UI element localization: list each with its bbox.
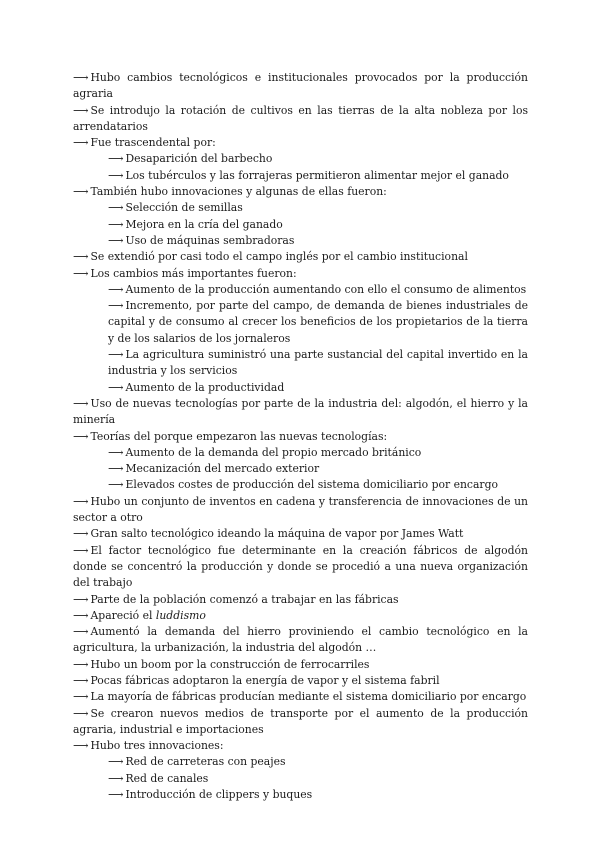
arrow-icon: ⟶ [108,380,124,394]
arrow-icon: ⟶ [73,592,89,606]
arrow-icon: ⟶ [73,673,89,687]
arrow-icon: ⟶ [108,755,124,769]
bullet-text: La mayoría de fábricas producían mediante el sistema domiciliario por encargo [90,690,527,704]
bullet-text: Aumento de la productividad [125,380,285,394]
arrow-icon: ⟶ [73,706,89,720]
sub-bullet-item [73,200,528,216]
sub-bullet-item [73,380,528,396]
bullet-text: Mejora en la cría del ganado [125,217,283,231]
sub-bullet-item [73,282,528,298]
document-page [73,70,528,803]
arrow-icon: ⟶ [73,103,89,117]
arrow-icon: ⟶ [108,152,124,166]
bullet-text: Elevados costes de producción del sistema domiciliario por encargo [125,478,498,492]
sub-bullet-item [73,461,528,477]
bullet-item [73,526,528,542]
bullet-item [73,657,528,673]
sub-bullet-item [73,787,528,803]
bullet-item [73,592,528,608]
bullet-text: Teorías del porque empezaron las nuevas tecnologías: [90,429,388,443]
arrow-icon: ⟶ [108,201,124,215]
bullet-item [73,135,528,151]
arrow-icon: ⟶ [73,71,89,84]
sub-bullet-item [73,771,528,787]
bullet-item [73,673,528,689]
bullet-item [73,249,528,265]
bullet-text: Hubo cambios tecnológicos e institucionales provocados por la producción agraria [73,71,528,101]
bullet-item [73,266,528,282]
arrow-icon: ⟶ [73,657,89,671]
bullet-text: Introducción de clippers y buques [125,788,313,802]
sub-bullet-item [73,298,528,347]
bullet-text: Selección de semillas [125,201,243,215]
arrow-icon: ⟶ [108,168,124,182]
arrow-icon: ⟶ [73,690,89,704]
arrow-icon: ⟶ [108,348,124,362]
bullet-text: Hubo tres innovaciones: [90,739,224,753]
bullet-text: Los cambios más importantes fueron: [90,266,297,280]
arrow-icon: ⟶ [108,299,124,313]
arrow-icon: ⟶ [73,429,89,443]
bullet-item [73,396,528,429]
arrow-icon: ⟶ [73,608,89,622]
bullet-text: También hubo innovaciones y algunas de ellas fueron: [90,185,387,199]
bullet-text: Pocas fábricas adoptaron la energía de vapor y el sistema fabril [90,673,440,687]
bullet-item [73,689,528,705]
bullet-text: Hubo un boom por la construcción de ferrocarriles [90,657,370,671]
arrow-icon: ⟶ [73,625,89,639]
bullet-text: La agricultura suministró una parte sustancial del capital invertido en la industria y los servicios [108,348,528,378]
bullet-item [73,184,528,200]
bullet-text: Gran salto tecnológico ideando la máquina de vapor por James Watt [90,527,464,541]
sub-bullet-item [73,347,528,380]
sub-bullet-item [73,217,528,233]
bullet-item [73,608,528,624]
bullet-text: Red de carreteras con peajes [125,755,286,769]
bullet-text: Hubo un conjunto de inventos en cadena y transferencia de innovaciones de un sector a otro [73,494,528,525]
bullet-text: Uso de nuevas tecnologías por parte de la industria del: algodón, el hierro y la minería [73,396,528,427]
arrow-icon: ⟶ [73,136,89,150]
bullet-emphasis: luddismo [155,608,206,622]
sub-bullet-item [73,477,528,493]
bullet-item [73,624,528,657]
arrow-icon: ⟶ [73,739,89,753]
bullet-text: Aumentó la demanda del hierro proviniendo el cambio tecnológico en la agricultura, la urbanización, la industria del algodón … [73,625,528,655]
bullet-text: El factor tecnológico fue determinante en la creación fábricos de algodón donde se concentró la producción y donde se procedió a una nueva organización del trabajo [73,543,528,590]
arrow-icon: ⟶ [108,282,124,296]
arrow-icon: ⟶ [73,185,89,199]
bullet-text: Red de canales [125,771,209,785]
bullet-text: Se crearon nuevos medios de transporte por el aumento de la producción agraria, industrial e importaciones [73,706,528,736]
bullet-text: Fue trascendental por: [90,136,216,150]
sub-bullet-item [73,233,528,249]
sub-bullet-item [73,151,528,167]
sub-bullet-item [73,445,528,461]
bullet-text: Mecanización del mercado exterior [125,462,320,476]
arrow-icon: ⟶ [73,527,89,541]
arrow-icon: ⟶ [108,445,124,459]
bullet-text: Se extendió por casi todo el campo inglés por el cambio institucional [90,250,468,264]
bullet-text: Parte de la población comenzó a trabajar en las fábricas [90,592,399,606]
sub-bullet-item [73,754,528,770]
arrow-icon: ⟶ [108,788,124,802]
bullet-text: Los tubérculos y las forrajeras permitieron alimentar mejor el ganado [125,168,509,182]
bullet-item [73,706,528,739]
arrow-icon: ⟶ [73,396,89,410]
arrow-icon: ⟶ [108,478,124,492]
bullet-text: Se introdujo la rotación de cultivos en las tierras de la alta nobleza por los arrendatarios [73,103,528,133]
arrow-icon: ⟶ [108,233,124,247]
bullet-item [73,543,528,592]
bullet-item [73,103,528,136]
arrow-icon: ⟶ [73,266,89,280]
bullet-item [73,70,528,103]
arrow-icon: ⟶ [108,771,124,785]
arrow-icon: ⟶ [108,217,124,231]
bullet-text: Incremento, por parte del campo, de demanda de bienes industriales de capital y de consumo al crecer los beneficios de los propietarios de la tierra y de los salarios de los jornaleros [108,299,528,345]
arrow-icon: ⟶ [73,543,89,557]
bullet-text: Aumento de la producción aumentando con ello el consumo de alimentos [125,282,527,296]
arrow-icon: ⟶ [108,462,124,476]
bullet-item [73,494,528,527]
bullet-item [73,429,528,445]
bullet-text: Desaparición del barbecho [125,152,273,166]
bullet-text: Apareció el [90,608,156,622]
arrow-icon: ⟶ [73,250,89,264]
bullet-text: Uso de máquinas sembradoras [125,233,295,247]
bullet-text: Aumento de la demanda del propio mercado británico [125,445,422,459]
bullet-item [73,738,528,754]
arrow-icon: ⟶ [73,494,89,508]
sub-bullet-item [73,168,528,184]
